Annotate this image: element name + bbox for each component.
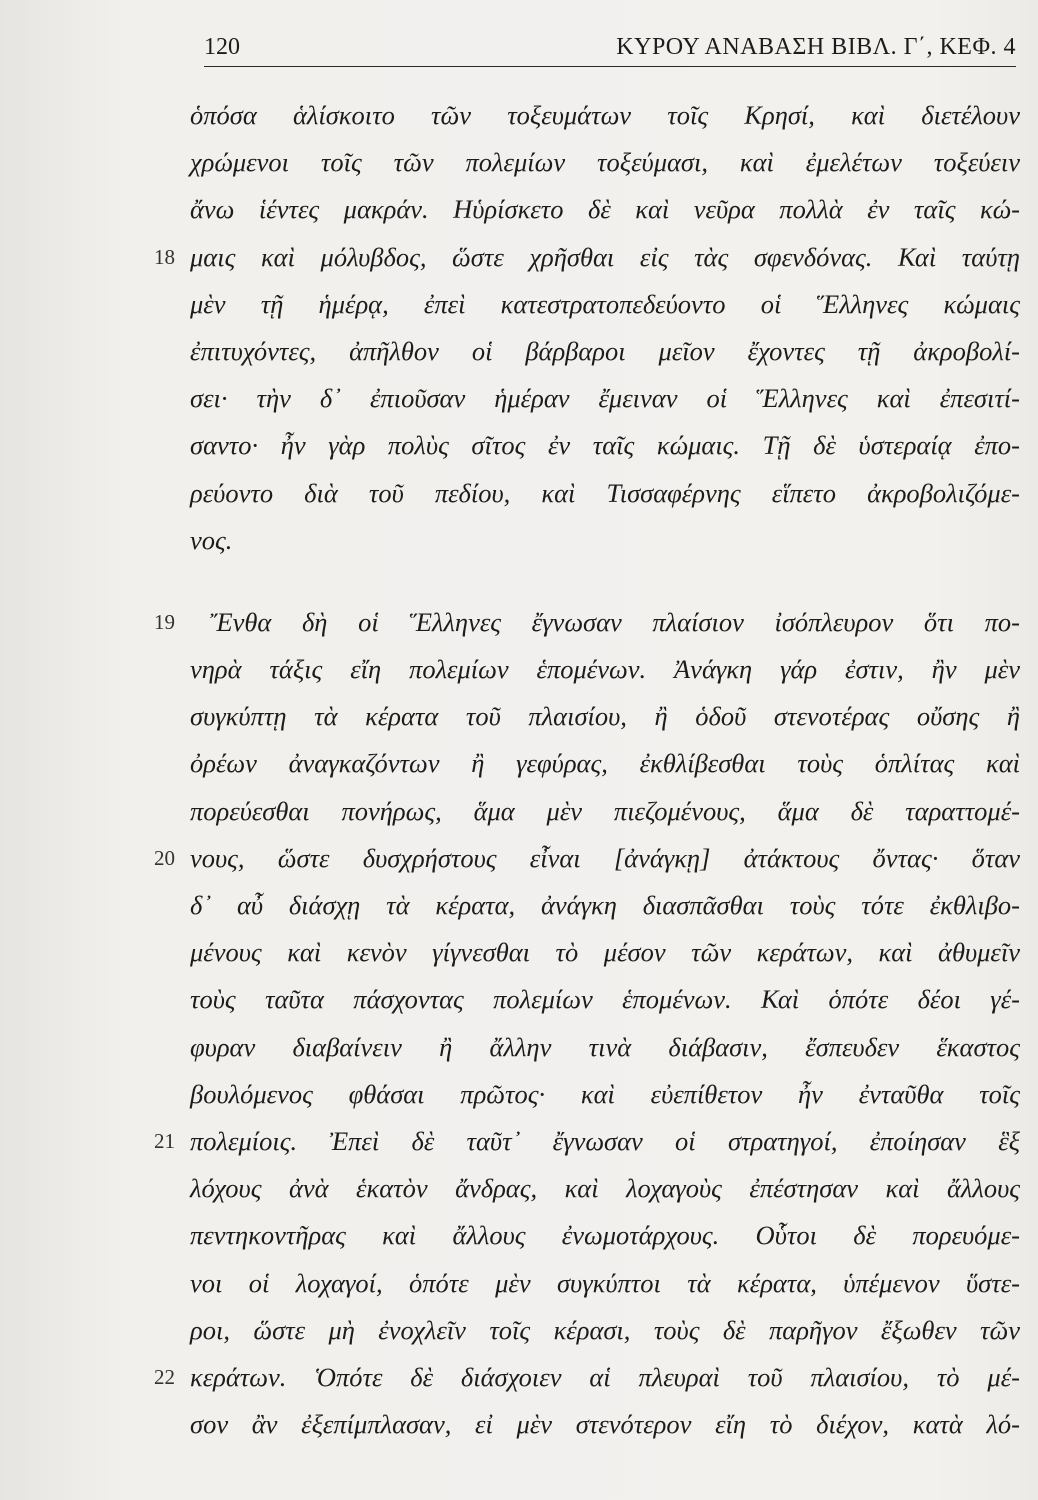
text-line — [190, 139, 1020, 186]
section-number: 21 — [154, 1128, 175, 1153]
page-number: 120 — [204, 34, 240, 60]
line-text: πορεύεσθαι πονήρως, ἅμα μὲν πιεζομένους, ἅμα δὲ ταραττομέ- — [190, 795, 1020, 826]
text-line — [190, 281, 1020, 328]
section-number: 22 — [154, 1364, 175, 1389]
line-text: νους, ὥστε δυσχρήστους εἶναι [ἀνάγκῃ] ἀτάκτους ὄντας· ὅταν — [190, 842, 1020, 873]
text-line — [190, 1165, 1020, 1212]
text-line — [190, 470, 1020, 517]
text-line — [190, 740, 1020, 787]
text-line — [190, 693, 1020, 740]
line-text: πεντηκοντῆρας καὶ ἄλλους ἐνωμοτάρχους. Οὗτοι δὲ πορευόμε- — [190, 1220, 1020, 1251]
text-line — [154, 835, 1020, 882]
line-text: ροι, ὥστε μὴ ἐνοχλεῖν τοῖς κέρασι, τοὺς δὲ παρῆγον ἔξωθεν τῶν — [190, 1314, 1020, 1345]
text-line — [190, 1024, 1020, 1071]
text-line — [190, 976, 1020, 1023]
section-number: 19 — [154, 609, 175, 634]
line-text: ἐπιτυχόντες, ἀπῆλθον οἱ βάρβαροι μεῖον ἔχοντες τῇ ἀκροβολί- — [190, 335, 1020, 366]
text-line — [190, 1212, 1020, 1259]
line-text: λόχους ἀνὰ ἑκατὸν ἄνδρας, καὶ λοχαγοὺς ἐπέστησαν καὶ ἄλλους — [190, 1173, 1020, 1204]
text-line — [190, 422, 1020, 469]
text-line — [190, 92, 1020, 139]
line-text: κεράτων. Ὁπότε δὲ διάσχοιεν αἱ πλευραὶ τοῦ πλαισίου, τὸ μέ- — [190, 1361, 1020, 1392]
text-line — [190, 1260, 1020, 1307]
text-line — [190, 1307, 1020, 1354]
text-line — [154, 1354, 1020, 1401]
line-text: τοὺς ταῦτα πάσχοντας πολεμίων ἑπομένων. Καὶ ὁπότε δέοι γέ- — [190, 984, 1020, 1015]
text-line — [190, 788, 1020, 835]
text-line — [190, 882, 1020, 929]
section-number: 20 — [154, 845, 175, 870]
text-line — [190, 929, 1020, 976]
line-text: ὁπόσα ἁλίσκοιτο τῶν τοξευμάτων τοῖς Κρησί, καὶ διετέλουν — [190, 100, 1020, 130]
line-text: σον ἂν ἐξεπίμπλασαν, εἰ μὲν στενότερον εἴη τὸ διέχον, κατὰ λό- — [190, 1409, 1020, 1440]
text-line — [190, 186, 1020, 233]
line-text: νος. — [190, 524, 233, 555]
line-text: νηρὰ τάξις εἴη πολεμίων ἑπομένων. Ἀνάγκη γάρ ἐστιν, ἢν μὲν — [190, 654, 1020, 685]
section-number: 18 — [154, 244, 175, 269]
line-text: μένους καὶ κενὸν γίγνεσθαι τὸ μέσον τῶν κεράτων, καὶ ἀθυμεῖν — [190, 937, 1020, 968]
text-line — [154, 599, 1020, 646]
line-text: Ἔνθα δὴ οἱ Ἕλληνες ἔγνωσαν πλαίσιον ἰσόπλευρον ὅτι πο- — [210, 606, 1020, 637]
line-text: συγκύπτῃ τὰ κέρατα τοῦ πλαισίου, ἢ ὁδοῦ στενοτέρας οὔσης ἢ — [190, 701, 1020, 732]
line-text: μὲν τῇ ἡμέρᾳ, ἐπεὶ κατεστρατοπεδεύοντο οἱ Ἕλληνες κώμαις — [190, 288, 1020, 319]
line-text: φυραν διαβαίνειν ἢ ἄλλην τινὰ διάβασιν, ἔσπευδεν ἕκαστος — [190, 1031, 1020, 1062]
line-text: σει· τὴν δ᾽ ἐπιοῦσαν ἡμέραν ἔμειναν οἱ Ἕλληνες καὶ ἐπεσιτί- — [190, 383, 1020, 414]
line-text: νοι οἱ λοχαγοί, ὁπότε μὲν συγκύπτοι τὰ κέρατα, ὑπέμενον ὕστε- — [190, 1267, 1020, 1298]
line-text: μαις καὶ μόλυβδος, ὥστε χρῆσθαι εἰς τὰς σφενδόνας. Καὶ ταύτῃ — [190, 241, 1020, 272]
text-line — [190, 1071, 1020, 1118]
line-text: δ᾽ αὖ διάσχῃ τὰ κέρατα, ἀνάγκη διασπᾶσθαι τοὺς τότε ἐκθλιβο- — [190, 890, 1020, 920]
text-line — [190, 375, 1020, 422]
text-line — [190, 646, 1020, 693]
line-text: βουλόμενος φθάσαι πρῶτος· καὶ εὐεπίθετον ἦν ἐνταῦθα τοῖς — [190, 1078, 1020, 1109]
text-line — [190, 328, 1020, 375]
page-header — [204, 34, 1016, 67]
line-text: χρώμενοι τοῖς τῶν πολεμίων τοξεύμασι, καὶ ἐμελέτων τοξεύειν — [190, 147, 1020, 178]
text-line — [154, 1118, 1020, 1165]
running-title: ΚΥΡΟΥ ΑΝΑΒΑΣΗ ΒΙΒΛ. Γ΄, ΚΕΦ. 4 — [616, 34, 1016, 60]
line-text: σαντο· ἦν γὰρ πολὺς σῖτος ἐν ταῖς κώμαις. Τῇ δὲ ὑστεραίᾳ ἐπο- — [190, 430, 1020, 461]
line-text: ρεύοντο διὰ τοῦ πεδίου, καὶ Τισσαφέρνης εἵπετο ἀκροβολιζόμε- — [190, 477, 1020, 508]
paragraph-break — [190, 564, 1020, 599]
text-line — [190, 517, 1020, 564]
line-text: ὀρέων ἀναγκαζόντων ἢ γεφύρας, ἐκθλίβεσθαι τοὺς ὁπλίτας καὶ — [190, 748, 1020, 779]
text-line — [190, 1401, 1020, 1448]
text-line — [154, 234, 1020, 281]
line-text: πολεμίοις. Ἐπεὶ δὲ ταῦτ᾽ ἔγνωσαν οἱ στρατηγοί, ἐποίησαν ἓξ — [190, 1125, 1020, 1156]
line-text: ἄνω ἱέντες μακράν. Ηὑρίσκετο δὲ καὶ νεῦρα πολλὰ ἐν ταῖς κώ- — [190, 194, 1020, 225]
greek-text-body — [154, 92, 1020, 1448]
